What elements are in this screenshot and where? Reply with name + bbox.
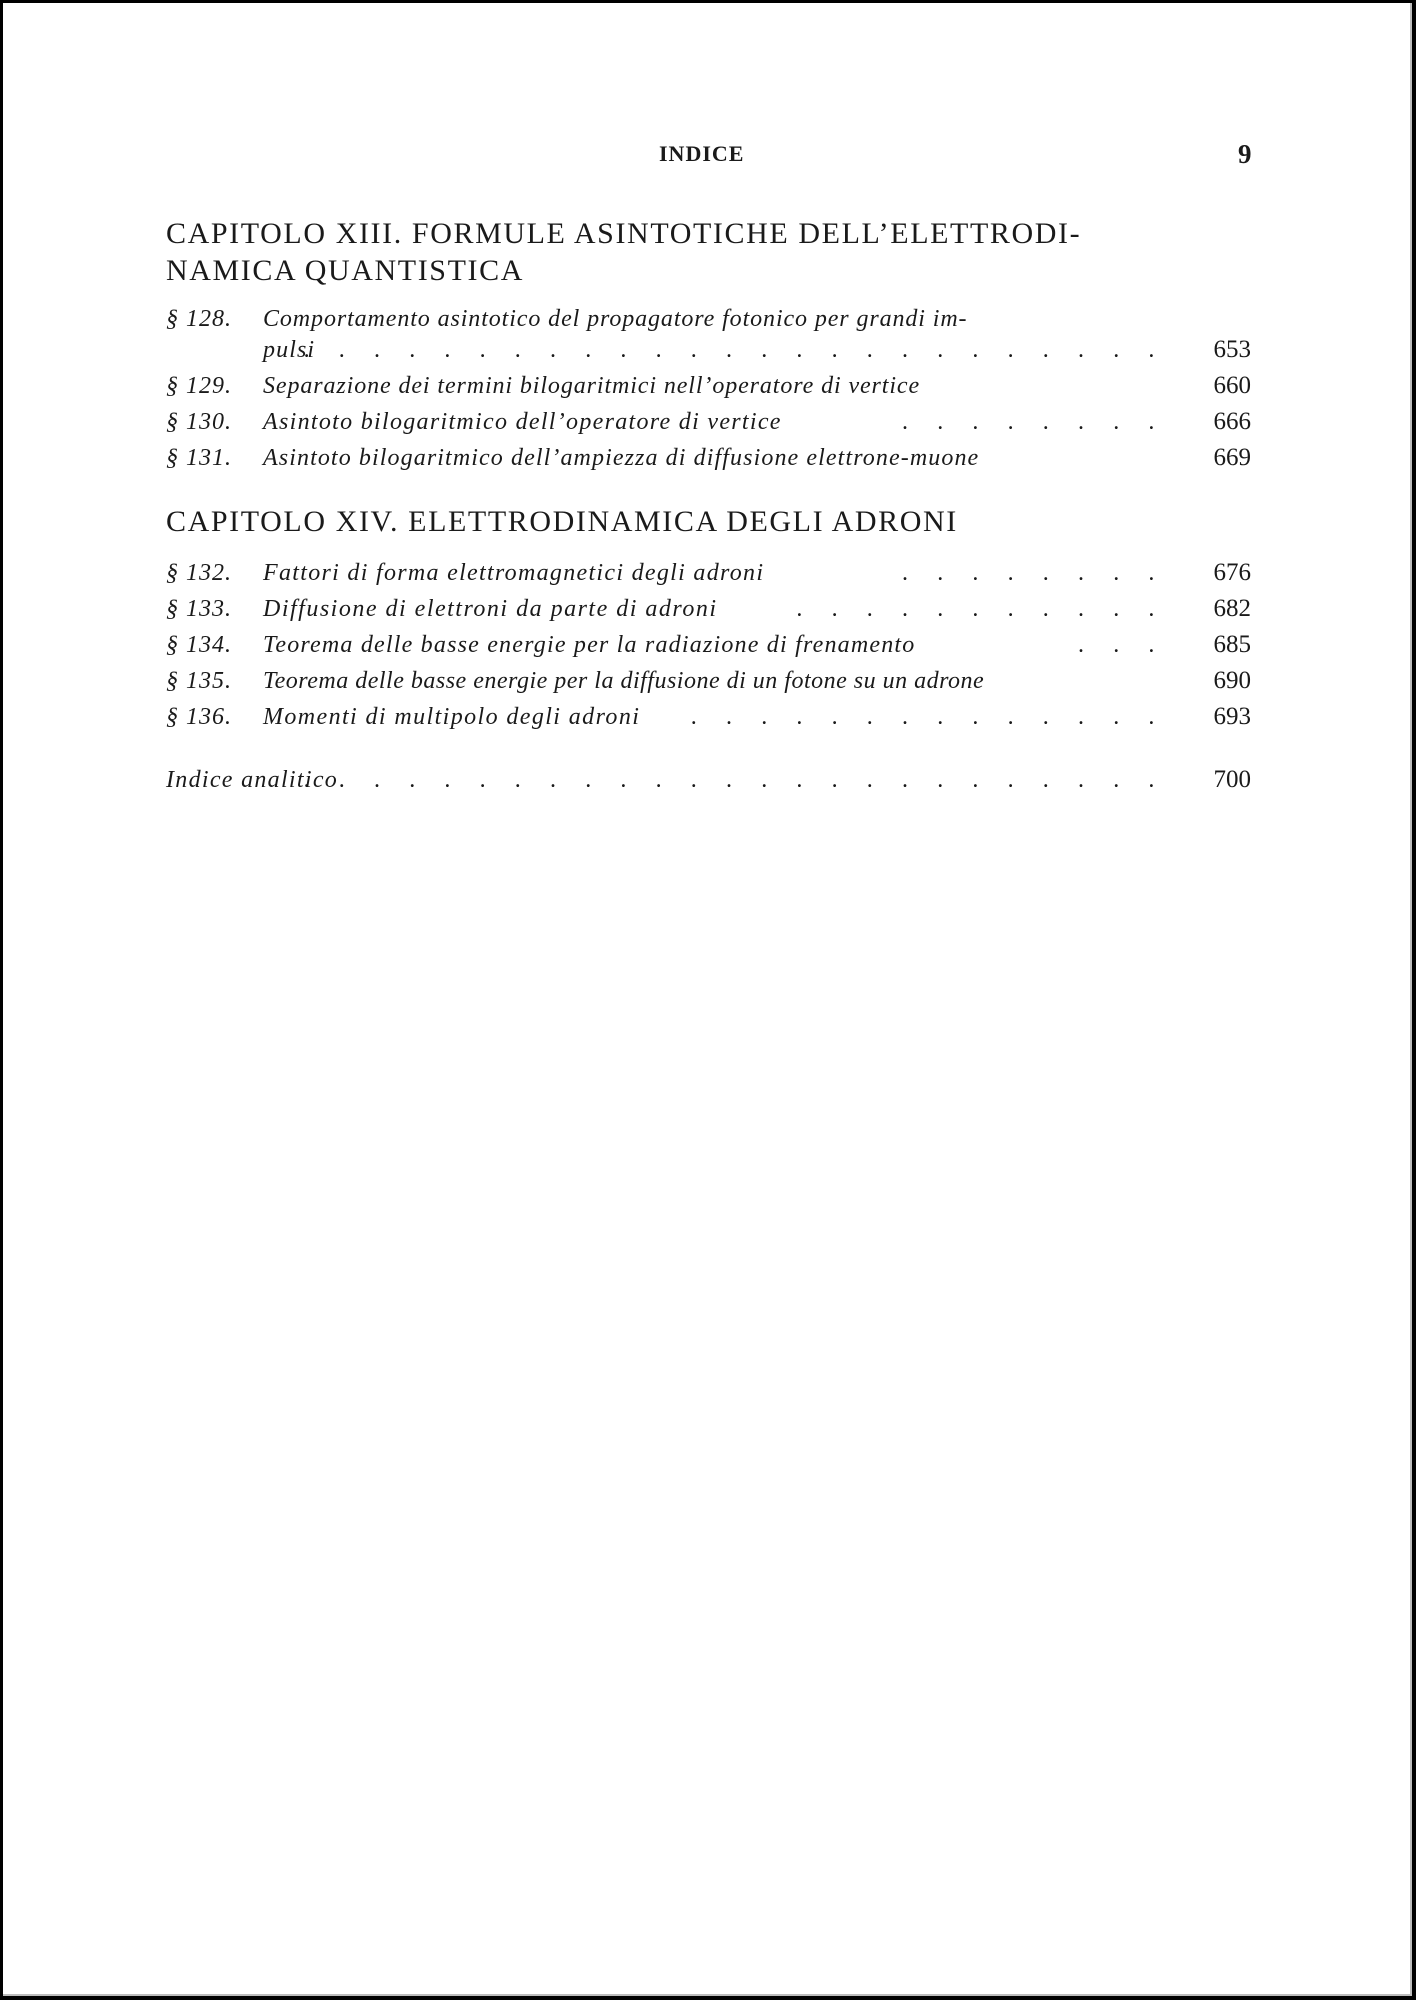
section-number: § 134. bbox=[166, 632, 232, 658]
section-title-continued: pulsi bbox=[263, 337, 316, 363]
chapter-title-xiv bbox=[166, 503, 1186, 540]
toc-entry-135[interactable] bbox=[166, 664, 1251, 698]
page-ref: 660 bbox=[1213, 372, 1251, 399]
page-ref: 676 bbox=[1213, 559, 1251, 586]
section-title: Teorema delle basse energie per la radiazione di frenamento bbox=[263, 632, 916, 658]
leader-dots: . . . . . . . . bbox=[902, 409, 1166, 435]
page-ref: 669 bbox=[1213, 444, 1251, 471]
toc-entry-128[interactable] bbox=[166, 302, 1251, 336]
toc-entry-134[interactable] bbox=[166, 628, 1251, 662]
toc-entry-136[interactable] bbox=[166, 700, 1251, 734]
toc-entry-132[interactable] bbox=[166, 556, 1251, 590]
section-number: § 128. bbox=[166, 306, 232, 332]
section-number: § 130. bbox=[166, 409, 232, 435]
section-number: § 135. bbox=[166, 668, 232, 694]
page-ref: 693 bbox=[1213, 703, 1251, 730]
section-title: Teorema delle basse energie per la diffusione di un fotone su un adrone bbox=[263, 668, 985, 694]
section-title: Asintoto bilogaritmico dell’operatore di vertice bbox=[263, 409, 782, 435]
leader-dots: . . . . . . . . . . . . . . . . . . . . . . . . . bbox=[303, 767, 1166, 793]
section-title: Separazione dei termini bilogaritmici nell’operatore di vertice bbox=[263, 373, 921, 399]
section-title: Comportamento asintotico del propagatore fotonico per grandi im- bbox=[263, 306, 968, 332]
page-number: 9 bbox=[1238, 139, 1252, 169]
section-number: § 131. bbox=[166, 445, 232, 471]
chapter-title-xiii bbox=[166, 215, 1186, 289]
leader-dots: . . . . . . . . bbox=[902, 560, 1166, 586]
toc-entry-128-continued[interactable] bbox=[166, 333, 1251, 367]
toc-entry-index[interactable] bbox=[166, 763, 1251, 797]
section-number: § 133. bbox=[166, 596, 232, 622]
section-title: Asintoto bilogaritmico dell’ampiezza di diffusione elettrone-muone bbox=[263, 445, 980, 471]
leader-dots: . . . bbox=[1078, 632, 1166, 658]
running-title: INDICE bbox=[659, 141, 745, 166]
toc-entry-131[interactable] bbox=[166, 441, 1251, 475]
index-title: Indice analitico bbox=[166, 767, 339, 793]
section-number: § 136. bbox=[166, 704, 232, 730]
leader-dots: . . . . . . . . . . . bbox=[796, 596, 1166, 622]
section-number: § 129. bbox=[166, 373, 232, 399]
section-title: Diffusione di elettroni da parte di adroni bbox=[263, 596, 718, 622]
page-ref: 666 bbox=[1213, 408, 1251, 435]
leader-dots: . . . . . . . . . . . . . . bbox=[690, 704, 1166, 730]
page-ref: 685 bbox=[1213, 631, 1251, 658]
page-ref: 700 bbox=[1213, 766, 1251, 793]
chapter-title-line: NAMICA QUANTISTICA bbox=[166, 254, 524, 287]
chapter-title-line: CAPITOLO XIII. FORMULE ASINTOTICHE DELL’ELETTRODI- bbox=[166, 217, 1082, 250]
leader-dots: . . . . . . . . . . . . . . . . . . . . . . . . . bbox=[303, 337, 1166, 363]
toc-entry-133[interactable] bbox=[166, 592, 1251, 626]
toc-entry-129[interactable] bbox=[166, 369, 1251, 403]
page-ref: 690 bbox=[1213, 667, 1251, 694]
page-ref: 682 bbox=[1213, 595, 1251, 622]
running-head bbox=[3, 141, 1416, 171]
section-number: § 132. bbox=[166, 560, 232, 586]
page-ref: 653 bbox=[1213, 336, 1251, 363]
toc-entry-130[interactable] bbox=[166, 405, 1251, 439]
chapter-title-line: CAPITOLO XIV. ELETTRODINAMICA DEGLI ADRONI bbox=[166, 505, 958, 538]
section-title: Fattori di forma elettromagnetici degli adroni bbox=[263, 560, 765, 586]
section-title: Momenti di multipolo degli adroni bbox=[263, 704, 641, 730]
